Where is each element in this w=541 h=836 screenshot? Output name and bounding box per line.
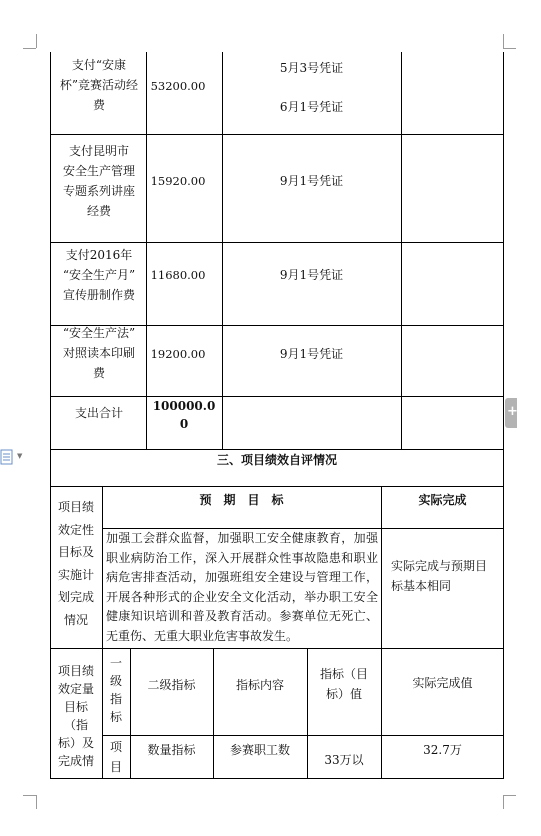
level2-header: 二级指标 (147, 678, 196, 692)
row-divider (50, 242, 504, 243)
level2-value: 数量指标 (147, 743, 196, 757)
expand-tab[interactable] (505, 398, 517, 428)
crop-mark-bottom-right-v (503, 795, 504, 809)
crop-mark-top-left-h (23, 48, 36, 49)
expense-item: 支付昆明市 安全生产管理 专题系列讲座 经费 (62, 144, 135, 218)
qualitative-label: 项目绩 效定性 目标及 实施计 划完成 情况 (57, 500, 94, 627)
expense-amount: 15920.00 (150, 174, 206, 188)
expense-voucher: 9月1号凭证 (279, 268, 344, 282)
expense-voucher: 9月1号凭证 (279, 174, 344, 188)
row-divider (50, 486, 504, 487)
quantitative-label: 项目绩 效定量 目标 （指 标）及 完成情 (57, 664, 94, 768)
crop-mark-bottom-left-v (36, 795, 37, 809)
total-label: 支出合计 (74, 406, 123, 420)
crop-mark-top-right-v (503, 34, 504, 48)
target-header: 指标（目 标）值 (319, 667, 368, 701)
col-divider (401, 52, 402, 449)
expense-amount: 19200.00 (150, 347, 206, 361)
crop-mark-top-left-v (36, 34, 37, 48)
crop-mark-bottom-left-h (23, 795, 36, 796)
goal-header: 预 期 目 标 (199, 493, 284, 507)
table-right-border (503, 52, 504, 779)
row-divider (50, 648, 504, 649)
row-divider (50, 396, 504, 397)
expense-voucher: 6月1号凭证 (279, 100, 344, 114)
content-value: 参赛职工数 (229, 743, 290, 757)
actual-header: 实际完成 (418, 493, 467, 507)
expense-item: “安全生产法” 对照读本印刷 费 (62, 326, 136, 380)
actual-text: 实际完成与预期目 标基本相同 (391, 559, 488, 593)
content-header: 指标内容 (235, 678, 284, 692)
actual-value: 32.7万 (423, 743, 462, 757)
paste-options-icon[interactable] (0, 449, 14, 465)
expense-amount: 11680.00 (150, 268, 206, 282)
row-divider (102, 735, 504, 736)
expense-amount: 53200.00 (150, 79, 206, 93)
chevron-down-icon[interactable]: ▼ (17, 452, 23, 460)
expense-item: 支付2016年 “安全生产月” 宣传册制作费 (62, 248, 136, 302)
level1-header: 一 级 指 标 (109, 656, 122, 724)
expense-item: 支付“安康 杯”竞赛活动经 费 (59, 58, 139, 112)
crop-mark-top-right-h (503, 48, 516, 49)
row-divider (50, 134, 504, 135)
total-amount: 100000.0 0 (152, 399, 216, 431)
target-value: 33万以 (324, 753, 364, 767)
actual-value-header: 实际完成值 (412, 676, 473, 690)
expense-voucher: 5月3号凭证 (279, 61, 344, 75)
section-title: 三、项目绩效自评情况 (216, 453, 337, 467)
expense-voucher: 9月1号凭证 (279, 347, 344, 361)
table-left-border (50, 52, 51, 449)
col-divider (381, 486, 382, 648)
plus-icon: + (507, 404, 518, 419)
table-bottom-border (50, 778, 504, 779)
goal-text: 加强工会群众监督，加强职工安全健康教育，加强职业病防治工作，深入开展群众性事故隐患和职业病危害排查活动，加强班组安全建设与管理工作，开展各种形式的企业安全文化活动，举办职工安全健康知识培训和普及教育活动。参赛单位无死亡、无重伤、无重大职业危害事故发生。 (106, 531, 378, 643)
crop-mark-bottom-right-h (503, 795, 516, 796)
level1-value: 项 目 (109, 740, 122, 774)
col-divider (146, 52, 147, 449)
